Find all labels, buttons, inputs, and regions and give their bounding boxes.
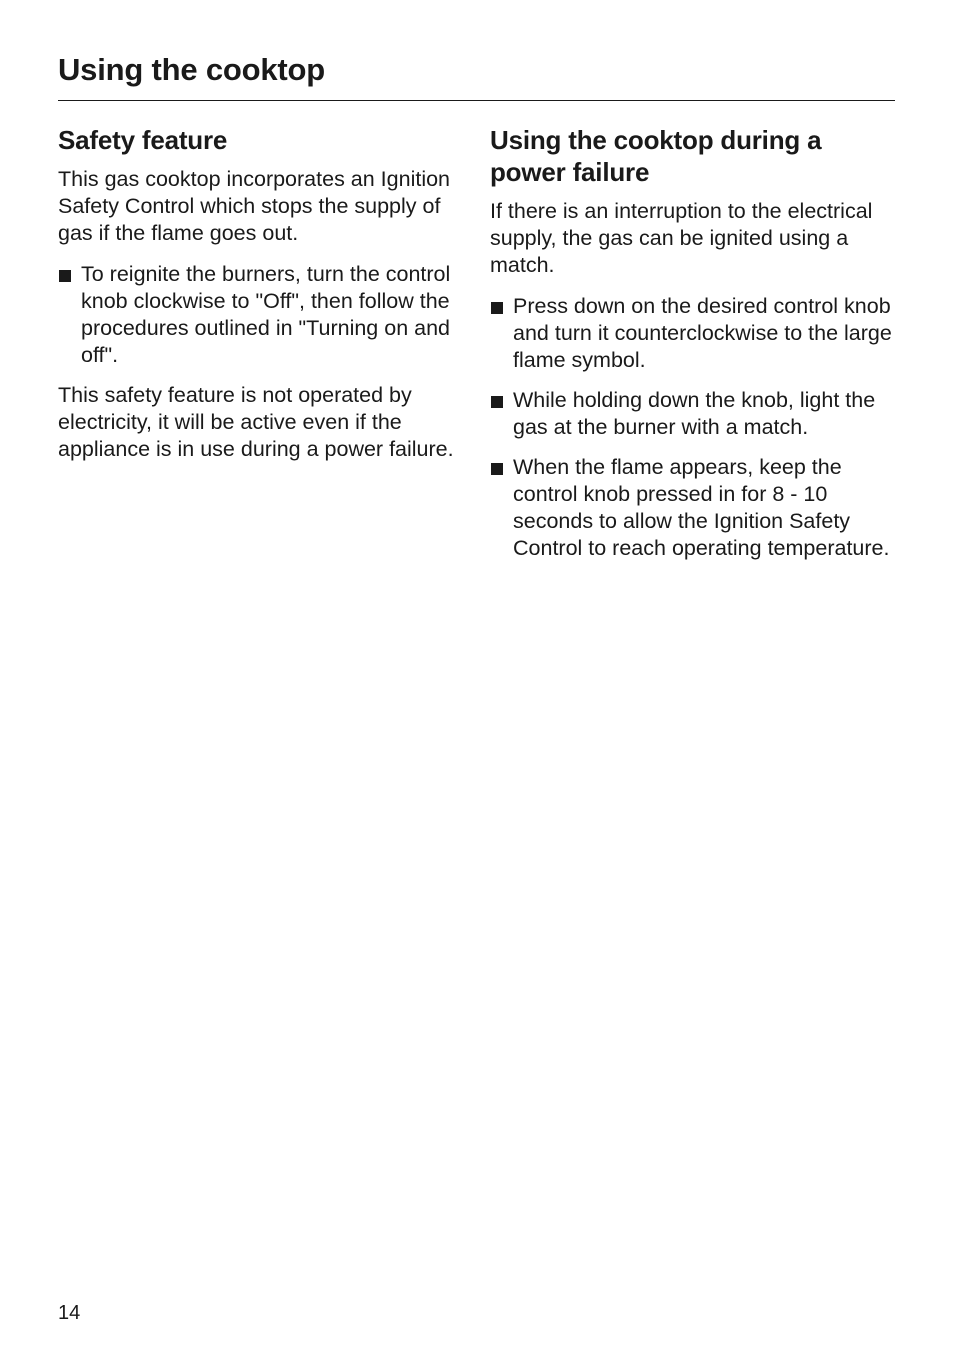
page-number: 14	[58, 1302, 81, 1324]
bullet-item	[490, 293, 895, 374]
safety-closing-paragraph: This safety feature is not operated by electricity, it will be active even if the appliance is in use during a power failure.	[58, 383, 454, 461]
safety-intro-paragraph: This gas cooktop incorporates an Ignition Safety Control which stops the supply of gas if the flame goes out.	[58, 167, 451, 245]
bullet-text: When the flame appears, keep the control knob pressed in for 8 - 10 seconds to allow the Ignition Safety Control to reach operating temperature.	[513, 455, 890, 560]
right-column	[490, 124, 895, 575]
square-bullet-icon	[490, 293, 513, 374]
bullet-text: To reignite the burners, turn the control knob clockwise to "Off", then follow the procedures outlined in "Turning on and off".	[81, 262, 451, 367]
power-failure-intro-paragraph: If there is an interruption to the electrical supply, the gas can be ignited using a match.	[490, 199, 873, 277]
left-column	[58, 124, 458, 477]
bullet-item	[490, 454, 895, 562]
page-title: Using the cooktop	[58, 52, 325, 87]
section-heading-safety-feature: Safety feature	[58, 125, 228, 155]
square-bullet-icon	[490, 387, 513, 441]
bullet-text: While holding down the knob, light the gas at the burner with a match.	[513, 388, 876, 439]
square-bullet-icon	[58, 261, 81, 369]
bullet-item	[58, 261, 458, 369]
section-heading-power-failure: Using the cooktop during a power failure	[490, 125, 822, 187]
square-bullet-icon	[490, 454, 513, 562]
bullet-text: Press down on the desired control knob and turn it counterclockwise to the large flame symbol.	[513, 294, 892, 372]
bullet-item	[490, 387, 895, 441]
title-divider	[58, 100, 895, 101]
